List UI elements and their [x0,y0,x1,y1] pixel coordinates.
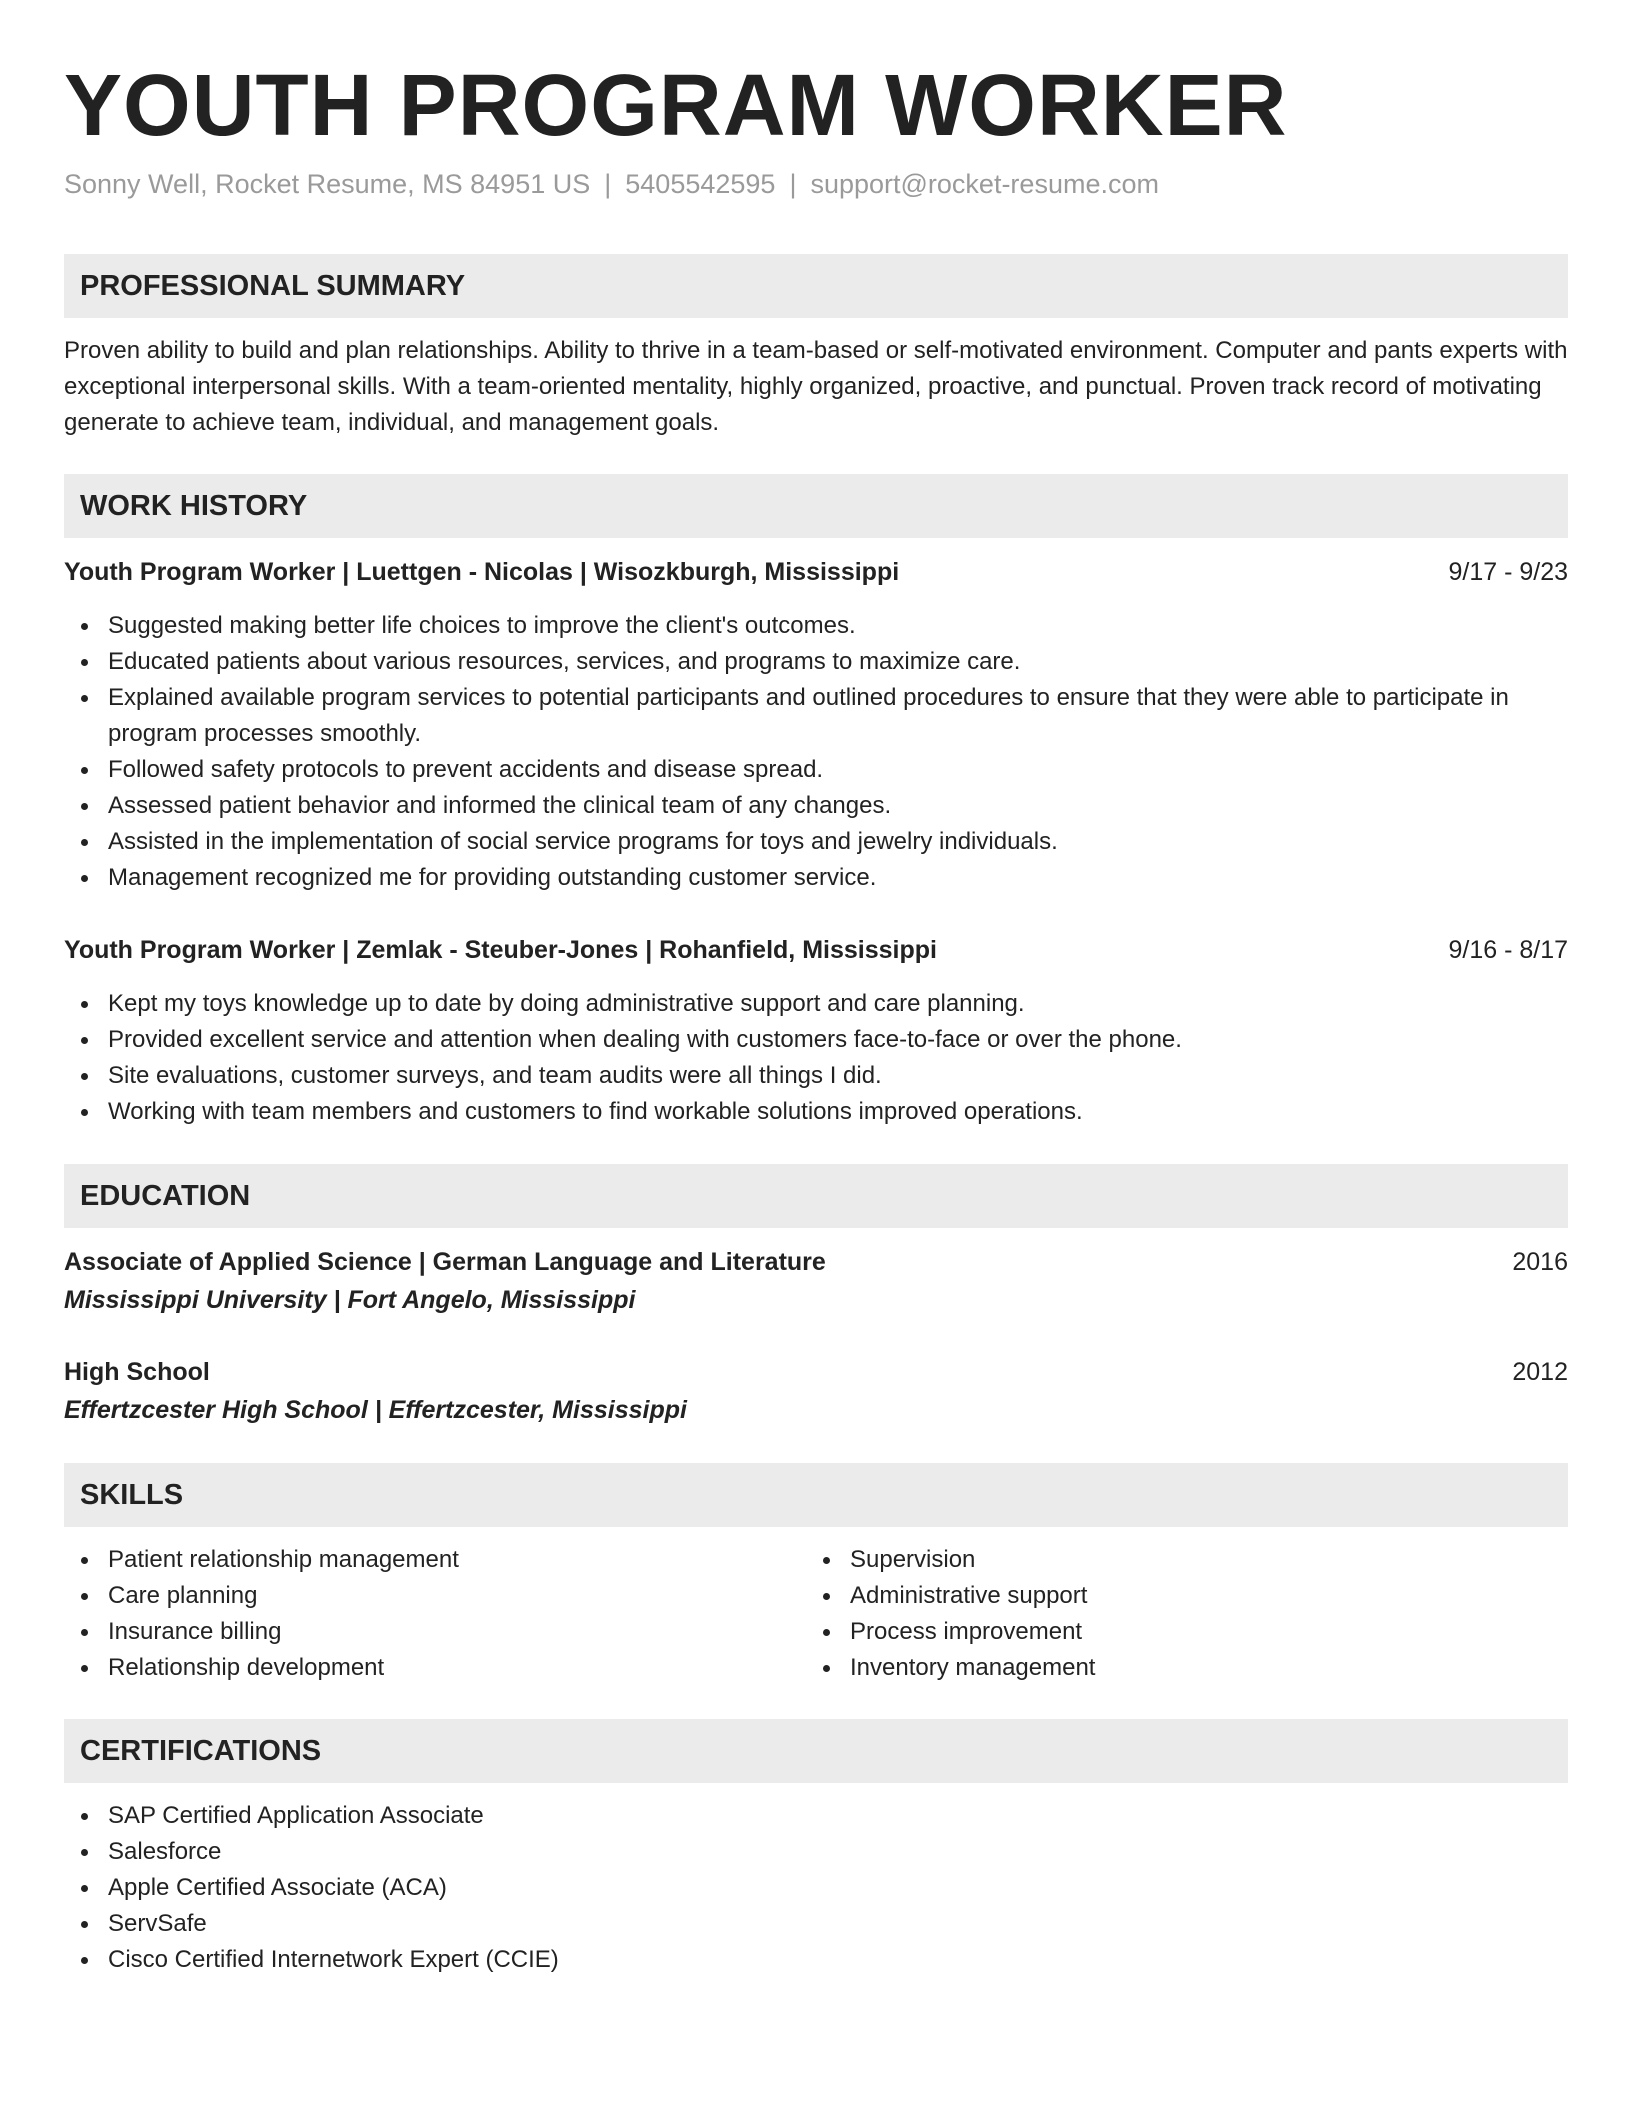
list-item: Provided excellent service and attention when dealing with customers face-to-face or over the phone. [64,1022,1568,1058]
education-entry [64,1354,1568,1390]
skills-section-header [64,1463,1568,1527]
job-header [64,554,1568,590]
education-section-header [64,1164,1568,1228]
education-degree: Associate of Applied Science | German Language and Literature [64,1248,826,1276]
list-item: Salesforce [64,1834,1568,1870]
job-title: Youth Program Worker | Luettgen - Nicolas | Wisozkburgh, Mississippi [64,558,900,586]
contact-address: Sonny Well, Rocket Resume, MS 84951 US [64,169,591,199]
list-item: Kept my toys knowledge up to date by doing administrative support and care planning. [64,986,1568,1022]
summary-heading: PROFESSIONAL SUMMARY [80,270,466,302]
list-item: Working with team members and customers to find workable solutions improved operations. [64,1094,1568,1130]
contact-email: support@rocket-resume.com [810,169,1159,199]
job-dates: 9/17 - 9/23 [1448,558,1568,586]
job-header [64,932,1568,968]
work-heading: WORK HISTORY [80,490,308,522]
education-degree: High School [64,1358,210,1386]
education-year: 2016 [1512,1248,1568,1276]
job-title: Youth Program Worker | Zemlak - Steuber-Jones | Rohanfield, Mississippi [64,936,937,964]
contact-separator: | [604,169,612,199]
list-item: Relationship development [64,1650,804,1686]
list-item: Management recognized me for providing outstanding customer service. [64,860,1568,896]
skills-list-right [806,1542,1546,1686]
skills-list-left [64,1542,804,1686]
summary-text: Proven ability to build and plan relationships. Ability to thrive in a team-based or self-motivated environment. Computer and pants experts with exceptional interpersonal skills. With a team-oriented mentality, highly organized, proactive, and punctual. Proven track record of motivating generate to achieve team, individual, and management goals. [64,337,1568,436]
resume-title: YOUTH PROGRAM WORKER [64,57,1288,154]
skills-heading: SKILLS [80,1479,184,1511]
job-bullets [64,986,1568,1130]
list-item: Patient relationship management [64,1542,804,1578]
list-item: Apple Certified Associate (ACA) [64,1870,1568,1906]
list-item: Suggested making better life choices to improve the client's outcomes. [64,608,1568,644]
contact-line [64,166,1159,202]
list-item: Educated patients about various resources, services, and programs to maximize care. [64,644,1568,680]
list-item: Administrative support [806,1578,1546,1614]
certifications-heading: CERTIFICATIONS [80,1735,322,1767]
summary-section-header [64,254,1568,318]
contact-phone: 5405542595 [625,169,776,199]
work-section-header [64,474,1568,538]
job-bullets [64,608,1568,896]
list-item: Assessed patient behavior and informed the clinical team of any changes. [64,788,1568,824]
list-item: SAP Certified Application Associate [64,1798,1568,1834]
contact-separator: | [789,169,797,199]
list-item: Insurance billing [64,1614,804,1650]
list-item: Supervision [806,1542,1546,1578]
education-heading: EDUCATION [80,1180,251,1212]
list-item: Followed safety protocols to prevent accidents and disease spread. [64,752,1568,788]
list-item: Process improvement [806,1614,1546,1650]
list-item: Site evaluations, customer surveys, and team audits were all things I did. [64,1058,1568,1094]
list-item: Cisco Certified Internetwork Expert (CCIE) [64,1942,1568,1978]
list-item: Care planning [64,1578,804,1614]
job-dates: 9/16 - 8/17 [1448,936,1568,964]
certifications-list [64,1798,1568,1978]
education-year: 2012 [1512,1358,1568,1386]
list-item: ServSafe [64,1906,1568,1942]
education-school: Effertzcester High School | Effertzcester, Mississippi [64,1396,687,1424]
education-entry [64,1244,1568,1280]
education-school: Mississippi University | Fort Angelo, Mississippi [64,1286,636,1314]
list-item: Explained available program services to potential participants and outlined procedures to ensure that they were able to participate in program processes smoothly. [64,680,1568,752]
list-item: Assisted in the implementation of social service programs for toys and jewelry individuals. [64,824,1568,860]
certifications-section-header [64,1719,1568,1783]
list-item: Inventory management [806,1650,1546,1686]
